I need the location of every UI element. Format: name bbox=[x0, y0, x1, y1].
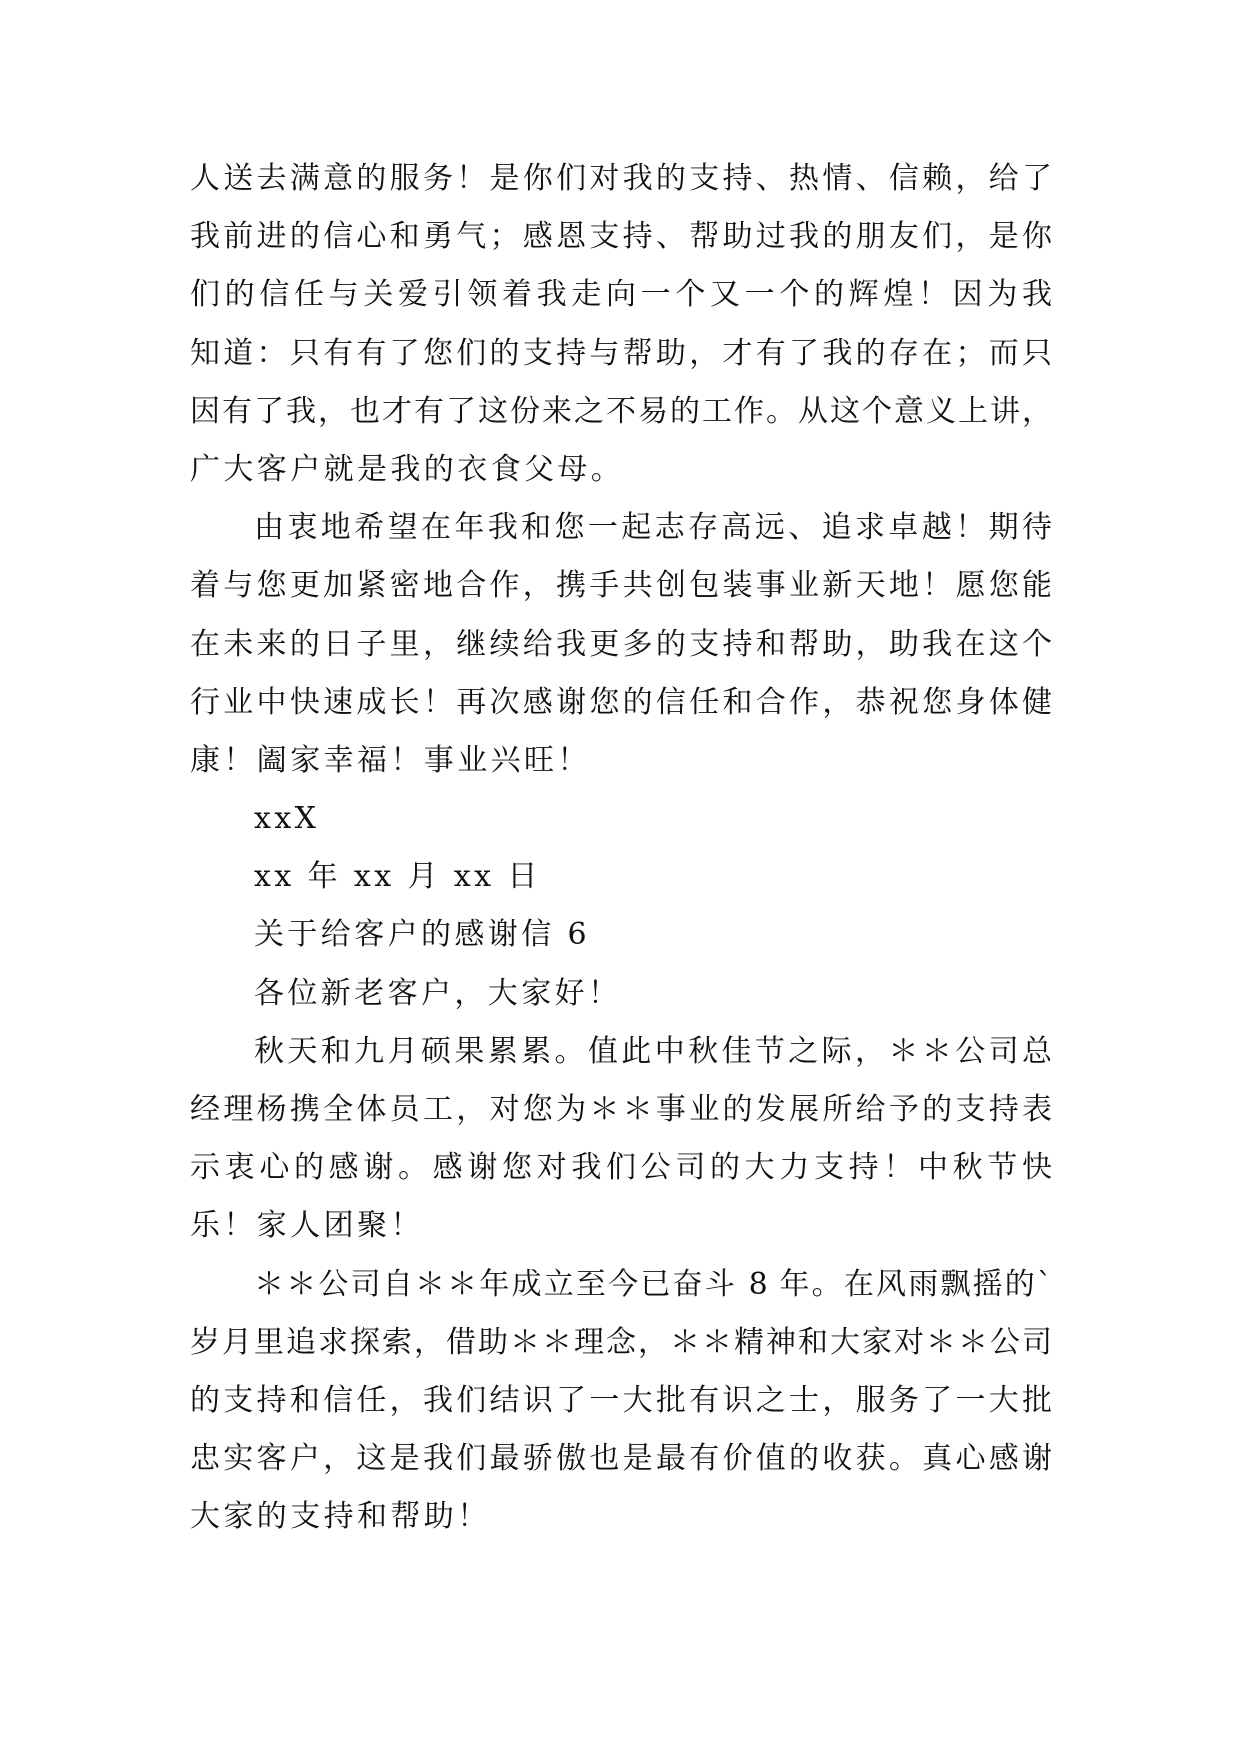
text-line: 着与您更加紧密地合作，携手共创包装事业新天地！愿您能 bbox=[190, 568, 1052, 604]
text-line: 经理杨携全体员工，对您为＊＊事业的发展所给予的支持表 bbox=[190, 1092, 1052, 1127]
paragraph-first-line: ＊＊公司自＊＊年成立至今已奋斗 8 年。在风雨飘摇的` bbox=[254, 1266, 1052, 1302]
text-line: 大家的支持和帮助！ bbox=[190, 1499, 491, 1535]
signature-date: xx 年 xx 月 xx 日 bbox=[254, 859, 541, 895]
letter-body bbox=[190, 150, 1052, 1547]
text-line: 因有了我，也才有了这份来之不易的工作。从这个意义上讲， bbox=[190, 393, 1052, 429]
text-line: 们的信任与关爱引领着我走向一个又一个的辉煌！因为我 bbox=[190, 277, 1052, 313]
letter-heading: 关于给客户的感谢信 6 bbox=[254, 917, 591, 953]
text-line: 广大客户就是我的衣食父母。 bbox=[190, 451, 625, 487]
text-line: 知道：只有有了您们的支持与帮助，才有了我的存在；而只 bbox=[190, 335, 1052, 371]
paragraph-first-line: 由衷地希望在年我和您一起志存高远、追求卓越！期待 bbox=[254, 510, 1052, 546]
text-line: 的支持和信任，我们结识了一大批有识之士，服务了一大批 bbox=[190, 1382, 1052, 1418]
signature-name: xxX bbox=[254, 801, 320, 837]
text-line: 示衷心的感谢。感谢您对我们公司的大力支持！中秋节快 bbox=[190, 1150, 1052, 1186]
text-line: 在未来的日子里，继续给我更多的支持和帮助，助我在这个 bbox=[190, 626, 1052, 662]
text-line: 人送去满意的服务！是你们对我的支持、热情、信赖，给了 bbox=[190, 161, 1052, 196]
text-line: 乐！家人团聚！ bbox=[190, 1208, 424, 1244]
salutation: 各位新老客户，大家好！ bbox=[254, 975, 622, 1011]
text-line: 我前进的信心和勇气；感恩支持、帮助过我的朋友们，是你 bbox=[190, 219, 1052, 255]
text-line: 行业中快速成长！再次感谢您的信任和合作，恭祝您身体健 bbox=[190, 684, 1052, 720]
paragraph-first-line: 秋天和九月硕果累累。值此中秋佳节之际，＊＊公司总 bbox=[254, 1033, 1052, 1069]
text-line: 康！阖家幸福！事业兴旺！ bbox=[190, 742, 591, 778]
text-line: 岁月里追求探索，借助＊＊理念，＊＊精神和大家对＊＊公司 bbox=[190, 1324, 1052, 1360]
text-line: 忠实客户，这是我们最骄傲也是最有价值的收获。真心感谢 bbox=[190, 1441, 1052, 1477]
